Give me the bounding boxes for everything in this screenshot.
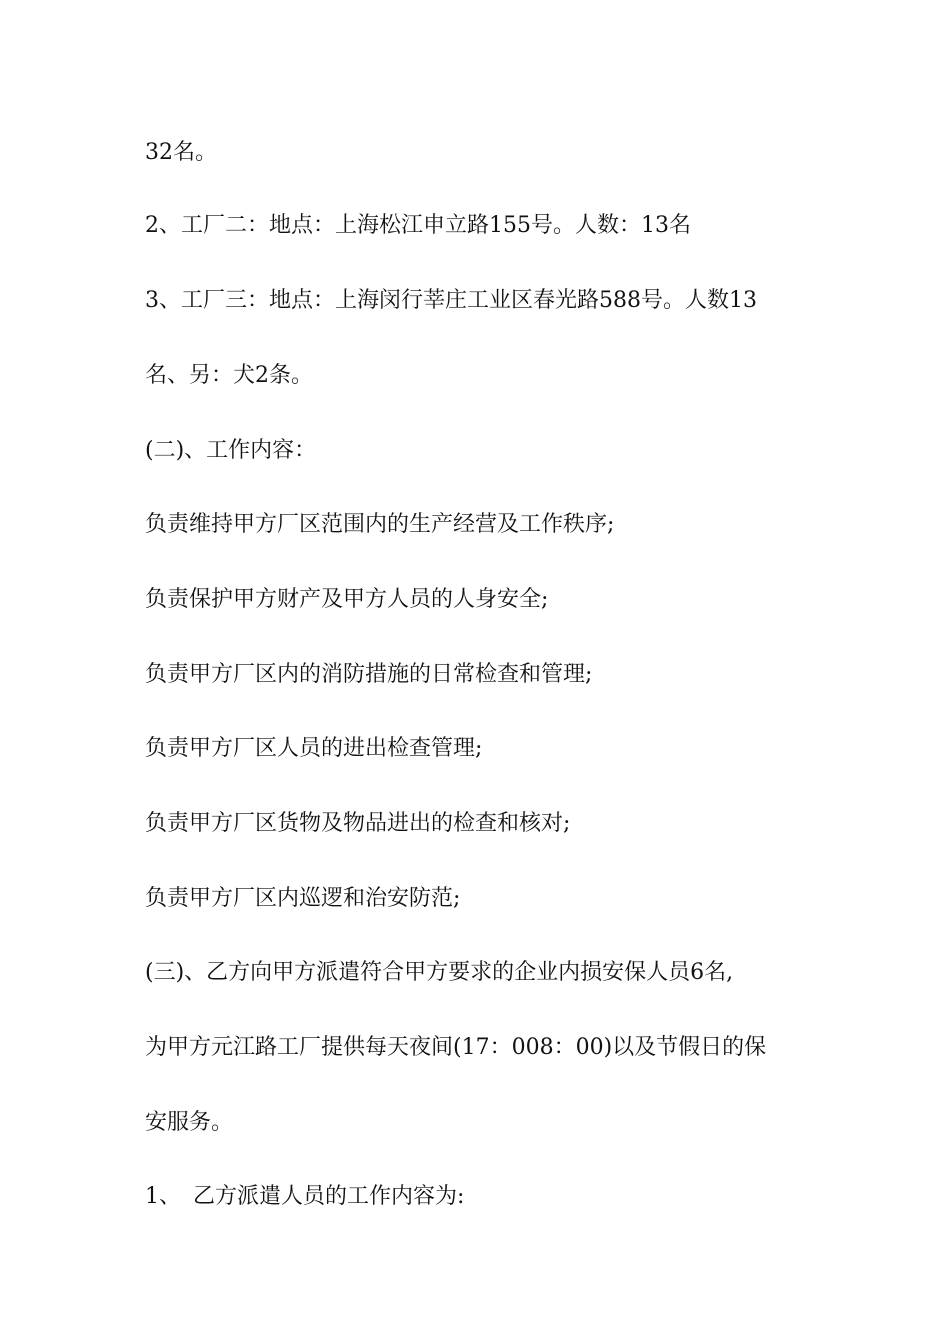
duty-item: 负责保护甲方财产及甲方人员的人身安全; [145, 587, 549, 612]
text-line: 为甲方元江路工厂提供每天夜间(17：008：00)以及节假日的保 [145, 1035, 767, 1060]
duty-item: 负责甲方厂区货物及物品进出的检查和核对; [145, 811, 571, 836]
item-number: 1、 [145, 1184, 181, 1209]
duty-item: 负责甲方厂区内巡逻和治安防范; [145, 886, 461, 911]
text-line: 32名。 [145, 140, 217, 165]
item-text: 乙方派遣人员的工作内容为: [193, 1184, 465, 1209]
duty-item: 负责甲方厂区内的消防措施的日常检查和管理; [145, 662, 593, 687]
numbered-item [145, 1182, 464, 1212]
duty-item: 负责维持甲方厂区范围内的生产经营及工作秩序; [145, 512, 615, 537]
section-heading: (三)、乙方向甲方派遣符合甲方要求的企业内损安保人员6名, [145, 960, 734, 985]
text-line: 名、另：犬2条。 [145, 363, 313, 388]
text-line: 2、工厂二：地点：上海松江申立路155号。人数：13名 [145, 213, 691, 238]
text-line: 安服务。 [145, 1110, 234, 1135]
section-heading: (二)、工作内容： [145, 438, 317, 463]
duty-item: 负责甲方厂区人员的进出检查管理; [145, 736, 483, 761]
text-line: 3、工厂三：地点：上海闵行莘庄工业区春光路588号。人数13 [145, 288, 757, 313]
